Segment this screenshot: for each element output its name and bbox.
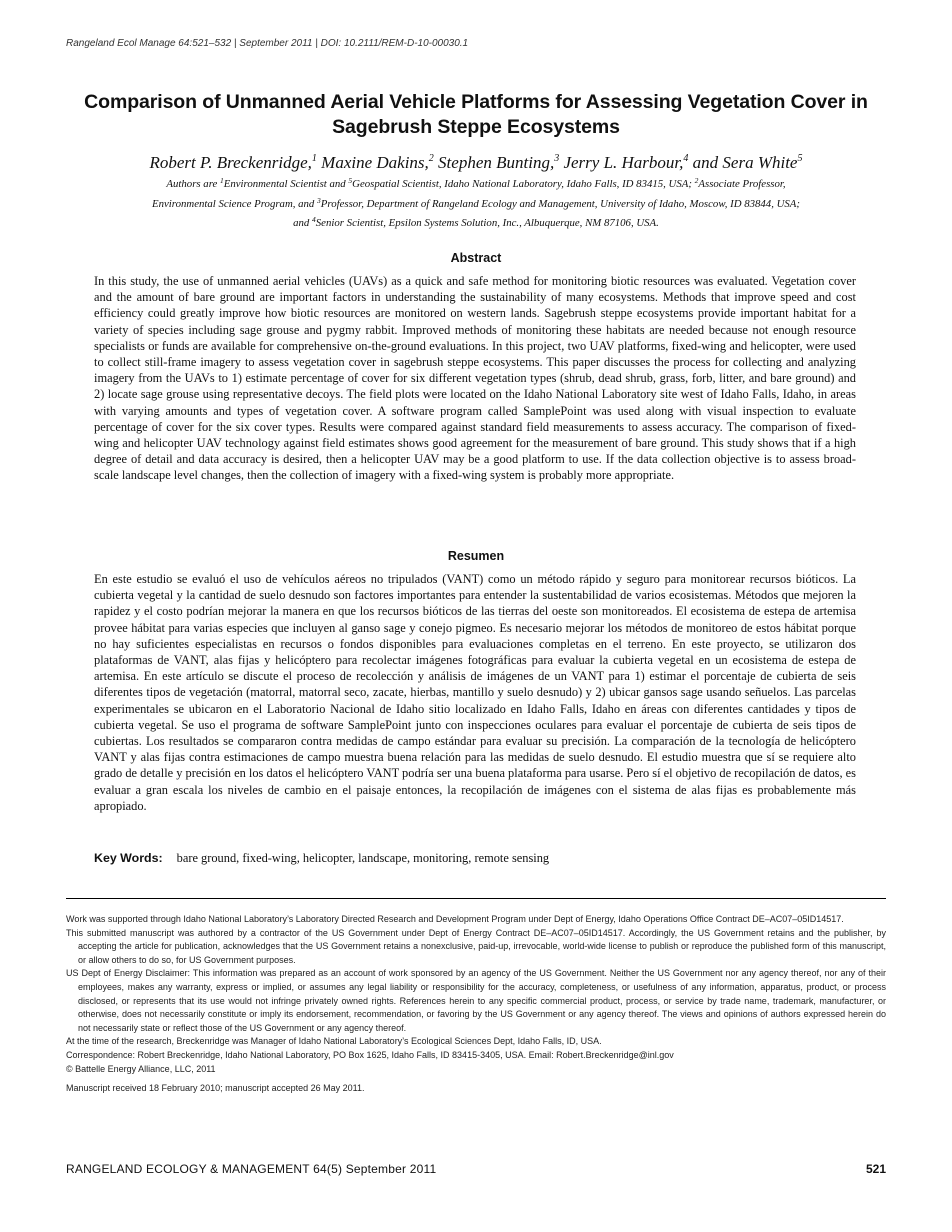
affil-text: Authors are — [166, 178, 220, 190]
author-list — [40, 148, 912, 174]
footnote-divider — [66, 898, 886, 899]
affil-text: Professor, Department of Rangeland Ecology and Management, University of Idaho, Moscow, ID 83844, USA; — [320, 197, 800, 210]
page-number: 521 — [865, 1162, 886, 1176]
affiliation-line — [60, 193, 892, 213]
affil-text: and — [293, 217, 313, 229]
keywords — [94, 851, 549, 866]
keywords-text: bare ground, fixed-wing, helicopter, landscape, monitoring, remote sensing — [176, 851, 550, 865]
footnotes — [66, 913, 886, 1096]
author-name: Jerry L. Harbour, — [563, 153, 684, 172]
footnote-research-note: At the time of the research, Breckenridge was Manager of Idaho National Laboratory’s Ecological Sciences Dept, Idaho Falls, ID, USA. — [66, 1036, 602, 1047]
footnote-disclaimer: US Dept of Energy Disclaimer: This information was prepared as an account of work sponsored by an agency of the US Government. Neither the US Government nor any agency thereof, nor any of their employees, makes any warranty, express or implied, or assumes any legal liability or responsibility for the accuracy, completeness, or usefulness of any information, apparatus, product, or process disclosed, or represents that its use would not infringe privately owned rights. References herein to any specific commercial product, process, or service by trade name, trademark, manufacturer, or otherwise, does not necessarily constitute or imply its endorsement, recommendation, or favoring by the US Government or any agency thereof. The views and opinions of authors expressed herein do not necessarily state or reflect those of the US Government or any agency thereof. — [66, 968, 886, 1033]
abstract-text: In this study, the use of unmanned aerial vehicles (UAVs) as a quick and safe method for monitoring biotic resources was evaluated. Vegetation cover and the amount of bare ground are important factors in understanding the sustainability of many ecosystems. Methods that improve speed and cost efficiency could greatly improve how biotic resources are monitored on western lands. Sagebrush steppe ecosystems provide important habitat for a variety of species including sage grouse and pygmy rabbit. Improved methods of monitoring these habitats are needed because not enough resource specialists or funds are available for comprehensive on-the-ground evaluations. In this project, two UAV platforms, fixed-wing and helicopter, were used to collect still-frame imagery to assess vegetation cover in sagebrush steppe ecosystems. This paper discusses the process for collecting and analyzing imagery from the UAVs to 1) estimate percentage of cover for six different vegetation types (shrub, dead shrub, grass, forb, litter, and bare ground) and 2) locate sage grouse using representative decoys. The field plots were located on the Idaho National Laboratory site west of Idaho Falls, Idaho, in areas with varying amounts and types of vegetation cover. A software program called SamplePoint was used along with visual inspection to evaluate percentage of cover for the six cover types. Results were compared against standard field measurements to assess accuracy. The comparison of fixed-wing and helicopter UAV technology against field estimates shows good agreement for the measurement of bare ground. This study shows that if a high degree of detail and data accuracy is desired, then a helicopter UAV may be a good platform to use. If the data collection objective is to assess broad-scale landscape level changes, then the collection of imagery with a fixed-wing system is probably more appropriate. — [94, 274, 856, 483]
affiliation-line — [60, 173, 892, 193]
affil-mark: 2 — [694, 176, 699, 185]
affiliation-line — [60, 212, 892, 232]
footnote-received: Manuscript received 18 February 2010; manuscript accepted 26 May 2011. — [66, 1083, 365, 1094]
abstract-heading: Abstract — [450, 251, 502, 265]
footer-journal: RANGELAND ECOLOGY & MANAGEMENT 64(5) September 2011 — [66, 1162, 437, 1176]
footnote-copyright: © Battelle Energy Alliance, LLC, 2011 — [66, 1063, 216, 1074]
footnote-manuscript: This submitted manuscript was authored by a contractor of the US Government under Dept of Energy Contract DE–AC07–05ID14517. Accordingly, the US Government retains and the publisher, by accepting the article for publication, acknowledges that the US Government retains a nonexclusive, paid-up, irrevocable, world-wide license to publish or reproduce the published form of this manuscript, or allow others to do so, for US Government purposes. — [66, 927, 886, 965]
affiliations — [60, 173, 892, 232]
author-name: and Sera White — [692, 153, 798, 172]
affil-text: Geospatial Scientist, Idaho National Laboratory, Idaho Falls, ID 83415, USA; — [352, 178, 695, 190]
footnote-correspondence: Correspondence: Robert Breckenridge, Idaho National Laboratory, PO Box 1625, Idaho Falls, ID 83415-3405, USA. Email: Robert.Breckenridge@inl.gov — [66, 1049, 674, 1060]
author-name: Robert P. Breckenridge, — [149, 153, 312, 172]
affil-text: Environmental Science Program, and — [152, 197, 318, 210]
article-title: Comparison of Unmanned Aerial Vehicle Platforms for Assessing Vegetation Cover in Sagebrush Steppe Ecosystems — [84, 91, 868, 138]
keywords-label: Key Words: — [94, 851, 163, 865]
affil-mark: 4 — [312, 215, 316, 224]
author-affil-mark: 1 — [311, 153, 317, 164]
affil-text: Environmental Scientist and — [223, 178, 349, 190]
author-affil-mark: 5 — [797, 153, 803, 164]
author-affil-mark: 2 — [428, 153, 434, 164]
author-name: Maxine Dakins, — [321, 153, 429, 172]
affil-mark: 3 — [317, 195, 321, 205]
running-head: Rangeland Ecol Manage 64:521–532 | September 2011 | DOI: 10.2111/REM-D-10-00030.1 — [66, 38, 469, 49]
author-name: Stephen Bunting, — [438, 153, 555, 172]
author-affil-mark: 4 — [683, 153, 689, 164]
affil-mark: 1 — [220, 176, 224, 185]
resumen-heading: Resumen — [447, 549, 505, 563]
affil-text: Associate Professor, — [698, 178, 786, 190]
author-affil-mark: 3 — [554, 153, 560, 164]
affil-mark: 5 — [348, 176, 353, 185]
affil-text: Senior Scientist, Epsilon Systems Solution, Inc., Albuquerque, NM 87106, USA. — [315, 217, 659, 229]
footnote-funding: Work was supported through Idaho National Laboratory’s Laboratory Directed Research and Development Program under Dept of Energy, Idaho Operations Office Contract DE–AC07–05ID14517. — [66, 914, 844, 924]
resumen-text: En este estudio se evaluó el uso de vehículos aéreos no tripulados (VANT) como un método rápido y seguro para monitorear recursos bióticos. La cubierta vegetal y la cantidad de suelo desnudo son factores importantes para entender la sustentabilidad de varios ecosistemas. Métodos que mejoren la rapidez y el costo podrían mejorar la manera en que los recursos bióticos de las tierras del oeste son monitoreados. El ecosistema de estepa de artemisa provee hábitat para varias especies que incluyen al ganso sage y conejo pigmeo. Es necesario mejorar los métodos de monitoreo de estos hábitat porque no hay suficientes especialistas en recursos o fondos disponibles para evaluaciones completas en el terreno. En este proyecto, se utilizaron dos plataformas de VANT, alas fijas y helicóptero para recolectar imágenes fotográficas para evaluar la cubierta vegetal en un ecosistema de estepa de artemisa. En este artículo se discute el proceso de recolección y análisis de imágenes de un VANT para 1) estimar el porcentaje de cubierta de seis diferentes tipos de vegetación (matorral, matorral seco, zacate, hierbas, mantillo y suelo desnudo) y 2) ubicar gansos sage usando señuelos. Las parcelas experimentales se ubicaron en el Laboratorio Nacional de Idaho sitio localizado en Idaho Falls, Idaho en áreas con diferentes cantidades y tipos de cubierta vegetal. Se uso el programa de software SamplePoint junto con inspecciones oculares para evaluar el porcentaje de cubierta de seis tipos de cubiertas. Los resultados se compararon contra medidas de campo estándar para evaluar su precisión. La comparación de la tecnología de helicóptero VANT y alas fijas contra estimaciones de campo muestra buena relación para las medidas de suelo desnudo. El estudio muestra que sí se requiere alto grado de detalle y precisión en los datos el helicóptero VANT podría ser una buena plataforma para usarse. Pero sí el objetivo de recopilación de datos, es evaluar a gran escala los niveles de cambio en el paisaje entonces, la recopilación de imágenes con el sistema de alas fijas es probablemente más apropiado. — [94, 572, 856, 813]
